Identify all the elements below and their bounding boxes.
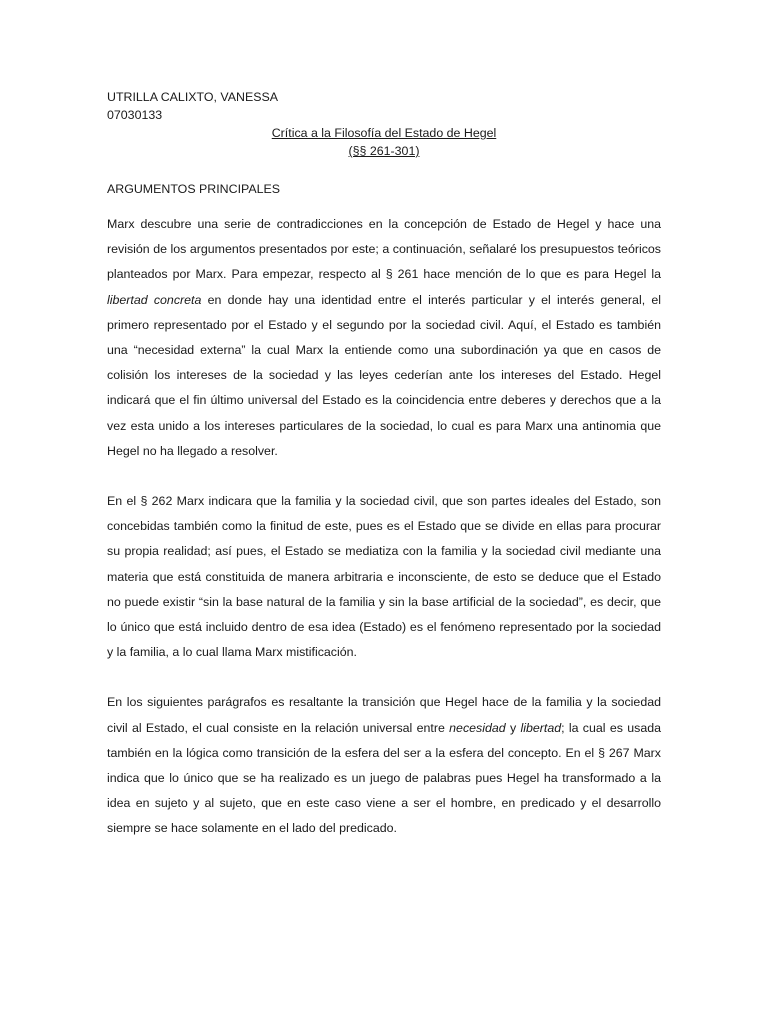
document-body (107, 88, 661, 842)
student-id: 07030133 (107, 108, 163, 122)
paragraph-2: En el § 262 Marx indicara que la familia y la sociedad civil, que son partes ideales del Estado, son concebidas también como la finitud de este, pues es el Estado que se divide en ellas para procurar su propia realidad; así pues, el Estado se mediatiza con la familia y la sociedad civil mediante una materia que está constituida de manera arbitraria e inconsciente, de esto se deduce que el Estado no puede existir “sin la base natural de la familia y sin la base artificial de la sociedad”, es decir, que lo único que está incluido dentro de esa idea (Estado) es el fenómeno representado por la sociedad y la familia, a lo cual llama Marx mistificación. (107, 494, 661, 660)
paragraph-3-text-c: ; la cual es usada también en la lógica como transición de la esfera del ser a la esfera del concepto. En el § 267 Marx indica que lo único que se ha realizado es un juego de palabras pues Hegel ha transformado a la idea en sujeto y al sujeto, que en este caso viene a ser el hombre, en predicado y el desarrollo siempre se hace solamente en el lado del predicado. (107, 720, 661, 836)
paragraph-3 (107, 690, 661, 841)
section-heading: ARGUMENTOS PRINCIPALES (107, 182, 281, 196)
document-subtitle: (§§ 261-301) (348, 144, 420, 158)
paragraph-3-text-b: y (505, 720, 521, 735)
paragraph-3-text-a: En los siguientes parágrafos es resaltante la transición que Hegel hace de la familia y la sociedad civil al Estado, el cual consiste en la relación universal entre (107, 695, 661, 735)
paragraph-3-emphasis-2: libertad (520, 720, 562, 735)
author-name: UTRILLA CALIXTO, VANESSA (107, 90, 279, 104)
paragraph-1 (107, 212, 661, 464)
title-block (107, 124, 661, 160)
document-title: Crítica a la Filosofía del Estado de Hegel (271, 126, 497, 140)
paragraph-3-emphasis-1: necesidad (449, 720, 506, 735)
paragraph-1-text-a: Marx descubre una serie de contradicciones en la concepción de Estado de Hegel y hace una revisión de los argumentos presentados por este; a continuación, señalaré los presupuestos teóricos planteados por Marx. Para empezar, respecto al § 261 hace mención de lo que es para Hegel la (107, 217, 661, 282)
paragraph-1-emphasis: libertad concreta (107, 292, 202, 307)
paragraph-1-text-b: en donde hay una identidad entre el interés particular y el interés general, el primero representado por el Estado y el segundo por la sociedad civil. Aquí, el Estado es también una “necesidad externa” la cual Marx la entiende como una subordinación ya que en casos de colisión los intereses de la sociedad y las leyes cederían ante los intereses del Estado. Hegel indicará que el fin último universal del Estado es la coincidencia entre deberes y derechos que a la vez esta unido a los intereses particulares de la sociedad, lo cual es para Marx una antinomia que Hegel no ha llegado a resolver. (107, 292, 661, 458)
